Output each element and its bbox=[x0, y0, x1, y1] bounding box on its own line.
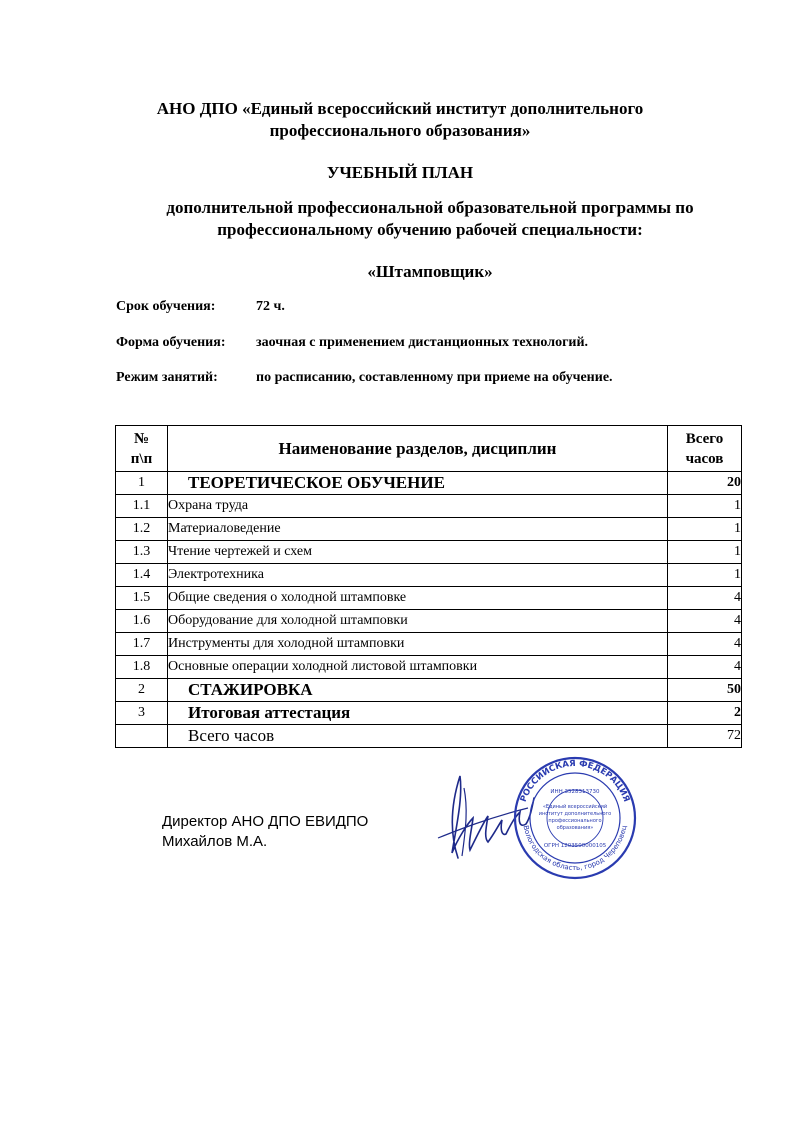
header-total bbox=[668, 426, 742, 472]
header-total-line-2: часов bbox=[685, 450, 724, 467]
row-hours: 1 bbox=[668, 518, 742, 541]
table-row bbox=[116, 587, 742, 610]
table-header-row bbox=[116, 426, 742, 472]
table-row bbox=[116, 725, 742, 748]
table-row bbox=[116, 702, 742, 725]
row-number: 1 bbox=[116, 472, 168, 495]
stamp-ogrn: ОГРН 1203500000105 bbox=[543, 843, 607, 849]
meta-schedule-value: по расписанию, составленному при приеме на обучение. bbox=[256, 370, 613, 385]
row-number: 1.8 bbox=[116, 656, 168, 679]
meta-duration-value: 72 ч. bbox=[256, 299, 285, 314]
header-name: Наименование разделов, дисциплин bbox=[168, 426, 668, 472]
stamp-ring-top: РОССИЙСКАЯ ФЕДЕРАЦИЯ bbox=[518, 758, 632, 804]
plan-title: УЧЕБНЫЙ ПЛАН bbox=[326, 163, 474, 182]
row-hours: 20 bbox=[668, 472, 742, 495]
row-hours: 1 bbox=[668, 541, 742, 564]
director-title: Директор АНО ДПО ЕВИДПО bbox=[162, 813, 369, 830]
header-total-line-1: Всего bbox=[685, 430, 724, 447]
row-hours: 2 bbox=[668, 702, 742, 725]
table-row bbox=[116, 679, 742, 702]
table-row bbox=[116, 610, 742, 633]
row-number: 2 bbox=[116, 679, 168, 702]
specialty-title: «Штамповщик» bbox=[367, 262, 493, 281]
meta-schedule-label: Режим занятий: bbox=[116, 370, 218, 385]
row-number: 1.4 bbox=[116, 564, 168, 587]
row-number: 1.7 bbox=[116, 633, 168, 656]
row-name: Охрана труда bbox=[168, 495, 668, 518]
organization-line-2: профессионального образования» bbox=[269, 121, 531, 140]
table-row bbox=[116, 495, 742, 518]
program-subtitle bbox=[0, 197, 800, 241]
row-name: Всего часов bbox=[168, 725, 668, 748]
header-number-line-2: п\п bbox=[130, 450, 153, 467]
subtitle-line-1: дополнительной профессиональной образовательной программы по bbox=[166, 198, 694, 217]
organization-stamp bbox=[512, 755, 638, 881]
row-hours: 72 bbox=[668, 725, 742, 748]
row-hours: 50 bbox=[668, 679, 742, 702]
curriculum-table bbox=[115, 425, 742, 748]
row-name: Инструменты для холодной штамповки bbox=[168, 633, 668, 656]
stamp-center-line-4: образования» bbox=[556, 825, 594, 831]
row-hours: 4 bbox=[668, 656, 742, 679]
row-name: Итоговая аттестация bbox=[168, 702, 668, 725]
row-number: 1.3 bbox=[116, 541, 168, 564]
row-number: 1.1 bbox=[116, 495, 168, 518]
meta-duration-label: Срок обучения: bbox=[116, 299, 216, 314]
stamp-ring-bottom: Вологодская область, город Череповец bbox=[521, 824, 629, 873]
director-block bbox=[162, 812, 368, 852]
header-number-line-1: № bbox=[133, 430, 150, 447]
row-name: Основные операции холодной листовой штамповки bbox=[168, 656, 668, 679]
organization-title bbox=[0, 98, 800, 142]
stamp-center-line-3: профессионального bbox=[548, 818, 602, 824]
row-number: 1.2 bbox=[116, 518, 168, 541]
organization-line-1: АНО ДПО «Единый всероссийский институт дополнительного bbox=[156, 99, 644, 118]
row-number: 1.6 bbox=[116, 610, 168, 633]
stamp-center-line-2: институт дополнительного bbox=[538, 811, 612, 817]
row-hours: 1 bbox=[668, 564, 742, 587]
row-name: Электротехника bbox=[168, 564, 668, 587]
header-number bbox=[116, 426, 168, 472]
meta-form-value: заочная с применением дистанционных технологий. bbox=[256, 335, 589, 350]
table-row bbox=[116, 518, 742, 541]
row-number: 3 bbox=[116, 702, 168, 725]
row-number bbox=[116, 725, 168, 748]
subtitle-line-2: профессиональному обучению рабочей специальности: bbox=[217, 220, 643, 239]
stamp-inn: ИНН 3528313730 bbox=[550, 789, 600, 795]
meta-form-label: Форма обучения: bbox=[116, 335, 226, 350]
row-name: Оборудование для холодной штамповки bbox=[168, 610, 668, 633]
row-hours: 1 bbox=[668, 495, 742, 518]
table-row bbox=[116, 472, 742, 495]
row-hours: 4 bbox=[668, 587, 742, 610]
row-name: Общие сведения о холодной штамповке bbox=[168, 587, 668, 610]
stamp-center-line-1: «Единый всероссийский bbox=[542, 804, 608, 810]
meta-form bbox=[116, 335, 589, 351]
meta-schedule bbox=[116, 370, 613, 386]
table-row bbox=[116, 633, 742, 656]
row-name: СТАЖИРОВКА bbox=[168, 679, 668, 702]
table-row bbox=[116, 541, 742, 564]
row-hours: 4 bbox=[668, 633, 742, 656]
director-name: Михайлов М.А. bbox=[162, 833, 268, 850]
row-name: ТЕОРЕТИЧЕСКОЕ ОБУЧЕНИЕ bbox=[168, 472, 668, 495]
table-row bbox=[116, 656, 742, 679]
table-body bbox=[116, 472, 742, 748]
row-name: Материаловедение bbox=[168, 518, 668, 541]
meta-duration bbox=[116, 299, 285, 315]
row-number: 1.5 bbox=[116, 587, 168, 610]
row-name: Чтение чертежей и схем bbox=[168, 541, 668, 564]
table-row bbox=[116, 564, 742, 587]
row-hours: 4 bbox=[668, 610, 742, 633]
